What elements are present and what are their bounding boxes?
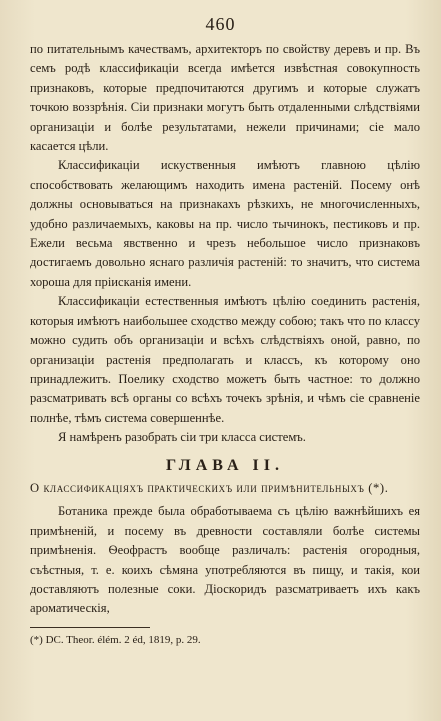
chapter-title: ГЛАВА II. <box>166 456 284 474</box>
paragraph: Ботаника прежде была обработываема съ цѣлію важнѣйшихъ ея примѣненій, и посему въ древности составляли болѣе системы примѣненія. Ѳеофрастъ вообще различалъ: растенія огородныя, съѣстныя, т. е. коихъ сѣмяна употребляются въ пищу, и такія, кои доставляютъ полезные соки. Діоскоридъ разсматриваетъ ихъ какъ ароматическія, <box>30 504 420 616</box>
footnote: (*) DC. Theor. élém. 2 éd, 1819, p. 29. <box>30 633 201 646</box>
page-body <box>30 40 420 648</box>
paragraph: Я намѣренъ разобрать сіи три класса системъ. <box>58 430 306 445</box>
footnote-rule <box>30 627 150 628</box>
paragraph: Классификаціи искуственныя имѣютъ главною цѣлію способствовать желающимъ находить имена растеній. Посему онѣ должны основываться на признакахъ рѣзкихъ, не многочисленныхъ, удобно различаемыхъ, каковы на пр. число тычинокъ, пестиковъ и пр. Ежели весьма явственно и чрезъ небольшое число признаковъ достигаемъ довольно яснаго различія растеній: то значитъ, что система хороша для прiисканія имени. <box>30 158 420 289</box>
paragraph: по питательнымъ качествамъ, архитекторъ по свойству деревъ и пр. Въ семъ родѣ классификаціи всегда имѣется извѣстная совокупность признаковъ, которые предпочитаются другимъ и которые служатъ точкою воззрѣнія. Сіи признаки могутъ быть отдаленными слѣдствіями организаціи и болѣе результатами, нежели причинами; сіе мало касается цѣли. <box>30 42 420 154</box>
page-number: 460 <box>205 14 236 34</box>
paragraph: Классификаціи естественныя имѣютъ цѣлію соединить растенія, которыя имѣютъ наибольшее сходство между собою; такъ что по классу можно судить объ организаціи и всѣхъ слѣдствіяхъ оной, равно, по организаціи растенія предполагать и классъ, къ которому оно принадлежитъ. Поелику сходство можетъ быть частное: то должно разсматривать всѣ органы со всѣхъ точекъ зрѣнія, и чѣмъ сіе сравненіе полнѣе, тѣмъ система совершеннѣе. <box>30 294 420 425</box>
section-heading: О классификаціяхъ практическихъ или примѣнительныхъ (*). <box>30 480 389 495</box>
